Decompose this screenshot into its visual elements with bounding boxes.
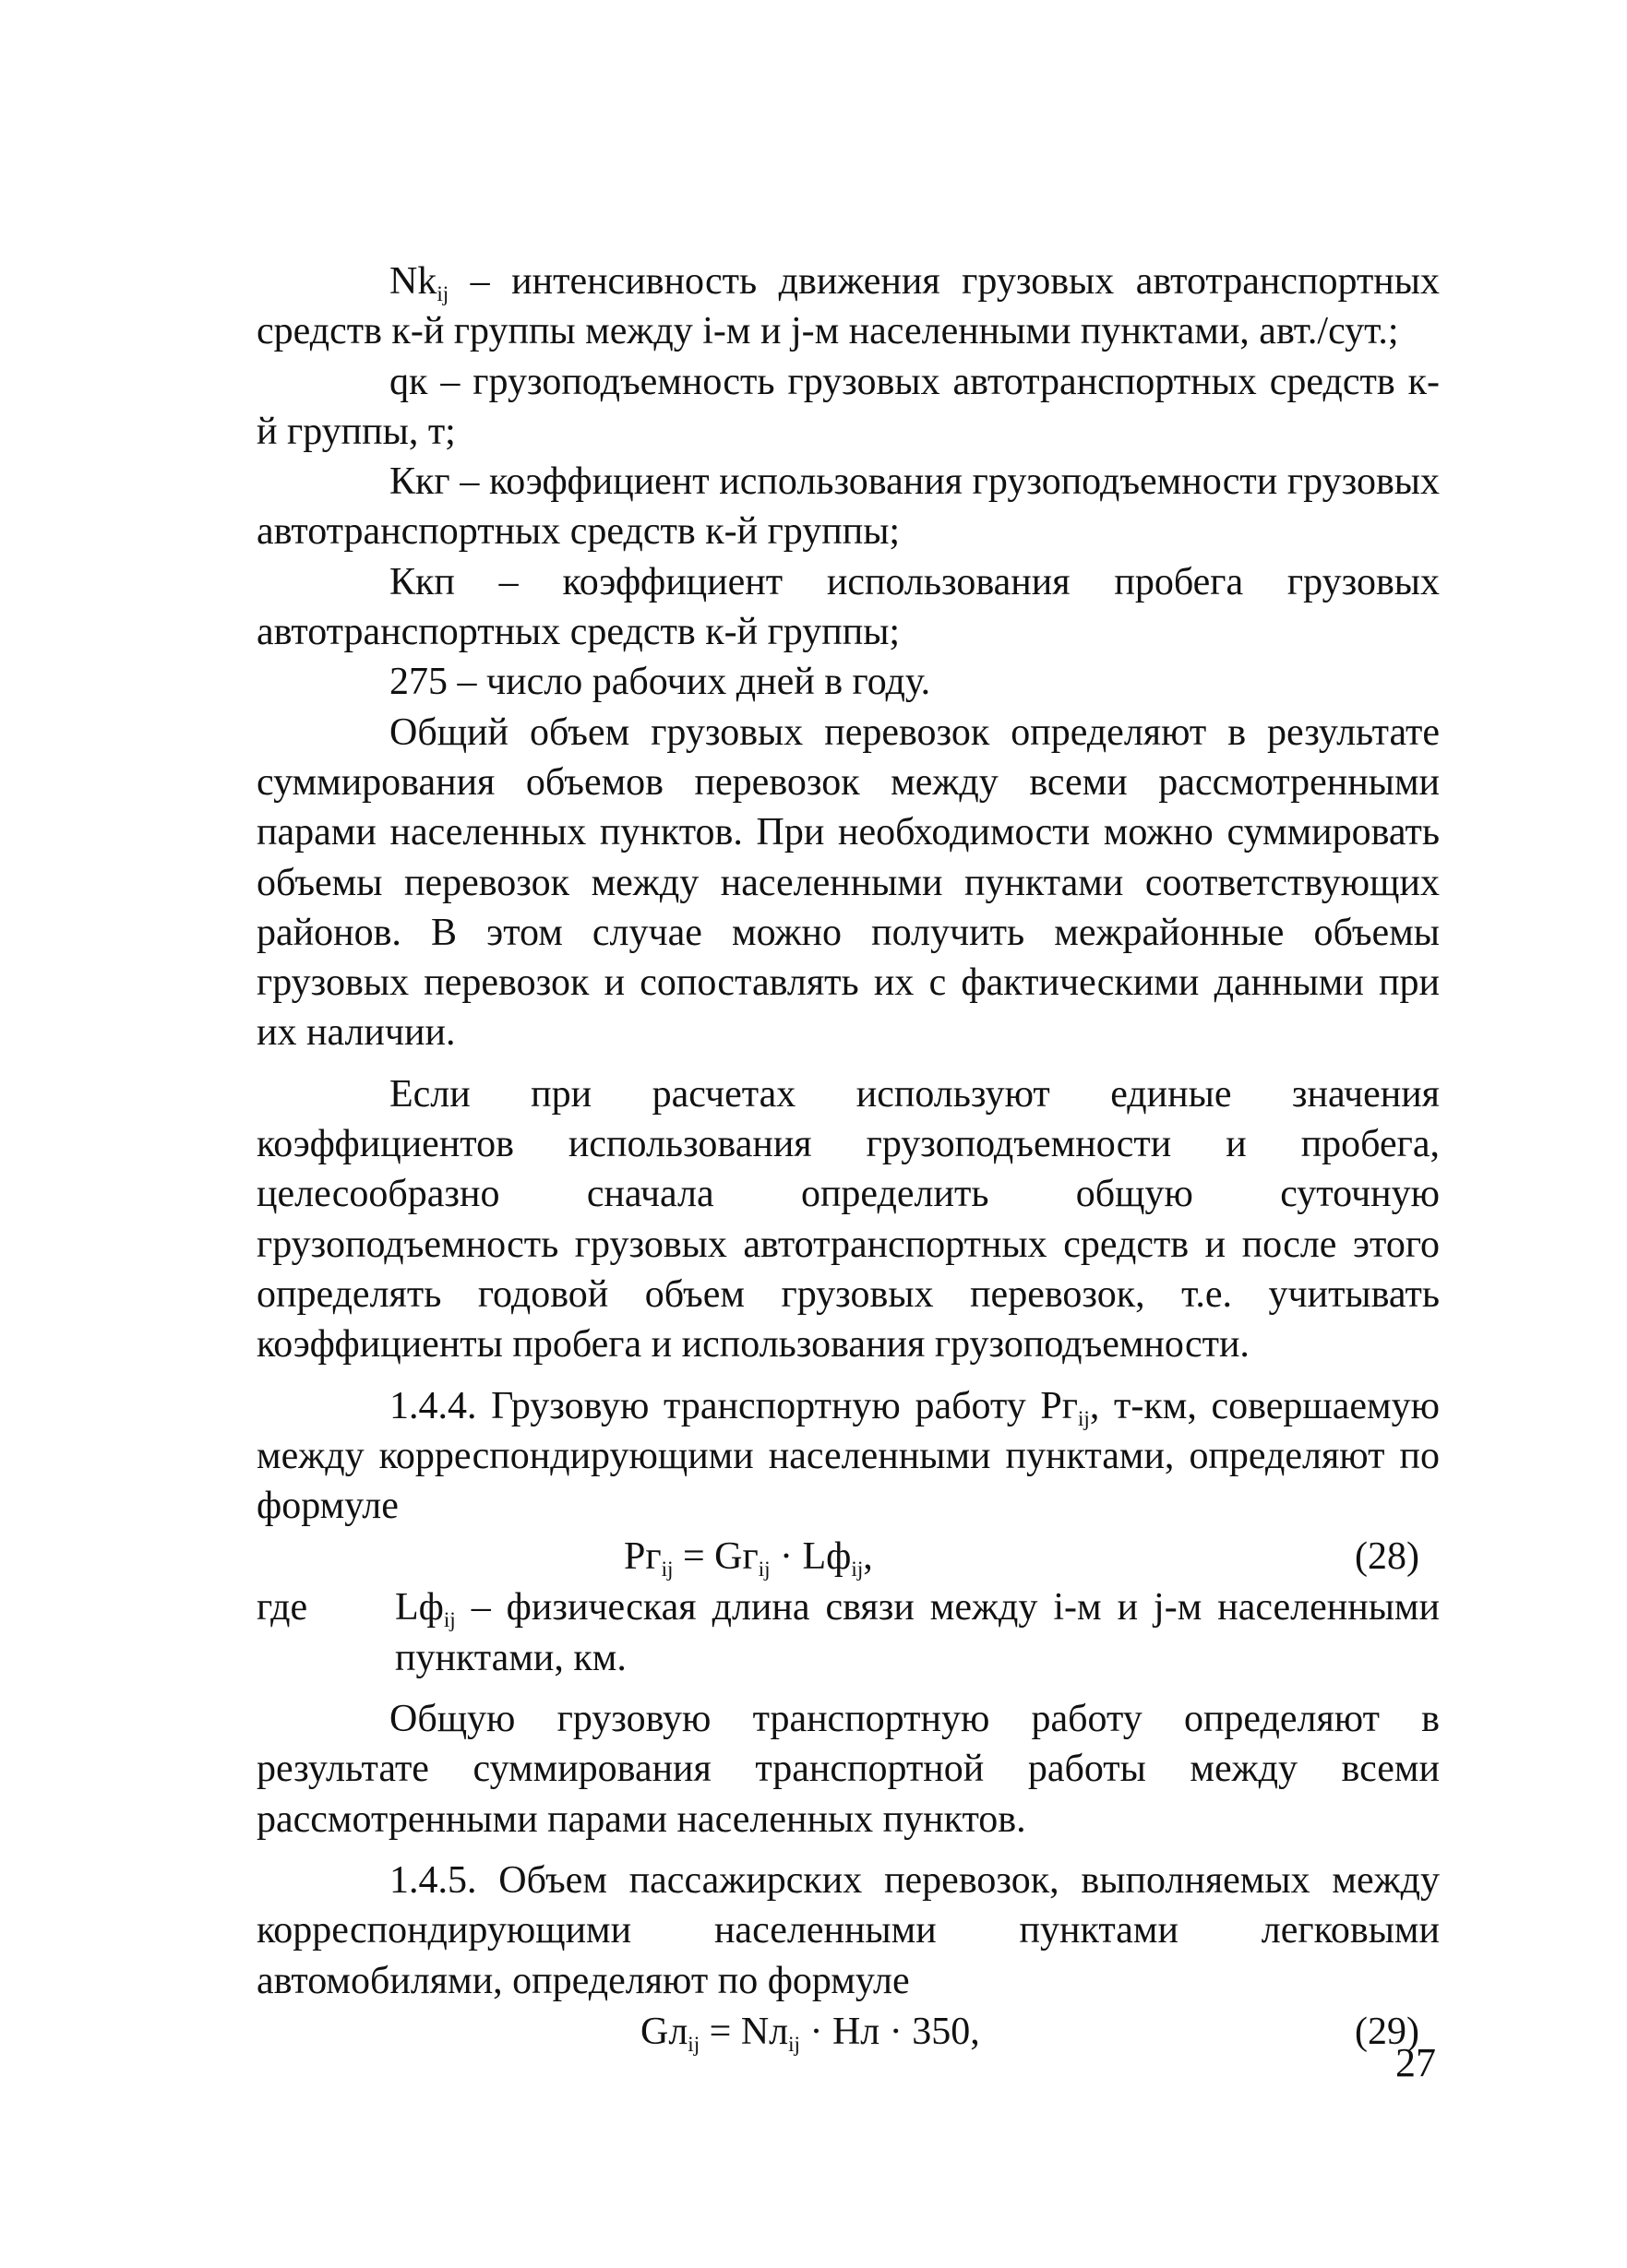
formula-29-expression: $Gл_{ij} = Nл_{ij}$ · Нл · 350, [640,2010,980,2056]
paragraph-total-work: Общую грузовую транспортную работу определяют в результате суммирования транспортной работы между всеми рассмотренными парами населенных пунктов. [257,1698,1440,1841]
formula-29-number: (29) [1355,2010,1419,2053]
where-label: где [257,1586,308,1629]
definition-275: 275 – число рабочих дней в году. [389,661,931,704]
definition-qk: qк – грузоподъемность грузовых автотранспортных средств к-й группы, т; [257,360,1440,453]
paragraph-section-1-4-5: 1.4.5. Объем пассажирских перевозок, выполняемых между корреспондирующими населенными пунктами легковыми автомобилями, определяют по формуле [257,1858,1440,2002]
paragraph-total-volume: Общий объем грузовых перевозок определяют в результате суммирования объемов перевозок между всеми рассмотренными парами населенных пунктов. При необходимости можно суммировать объемы перевозок между населенными пунктами соответствующих районов. В этом случае можно получить межрайонные объемы грузовых перевозок и сопоставлять их с фактическими данными при их наличии. [257,710,1440,1055]
definition-lf: где $Lф_{ij}$ – физическая длина связи между i-м и j-м населенными пунктами, км. [257,1582,1440,1683]
formula-28-number: (28) [1355,1535,1419,1579]
paragraph-section-1-4-4: 1.4.4. Грузовую транспортную работу $Рг_{ij}$, т-км, совершаемую между корреспондирующими населенными пунктами, определяют по формуле [257,1384,1440,1528]
definition-kkg: Ккг – коэффициент использования грузоподъемности грузовых автотранспортных средств к-й группы; [257,460,1440,554]
definition-kkp: Ккп – коэффициент использования пробега грузовых автотранспортных средств к-й группы; [257,560,1440,654]
formula-28-expression: $Рг_{ij} = Gг_{ij} \cdot Lф_{ij}$, [624,1535,873,1582]
page-number: 27 [1395,2040,1436,2085]
formula-29 [257,2006,1440,2058]
paragraph-uniform-coefficients: Если при расчетах используют единые значения коэффициентов использования грузоподъемности и пробега, целесообразно сначала определить общую суточную грузоподъемность грузовых автотранспортных средств и после этого определять годовой объем грузовых перевозок, т.е. учитывать коэффициенты пробега и использования грузоподъемности. [257,1072,1440,1367]
page-body [257,257,1440,2058]
definition-nk: $Nk_{ij}$ – интенсивность движения грузовых автотранспортных средств к-й группы между i-м и j-м населенными пунктами, авт./сут.; [257,260,1440,353]
formula-28 [257,1531,1440,1582]
